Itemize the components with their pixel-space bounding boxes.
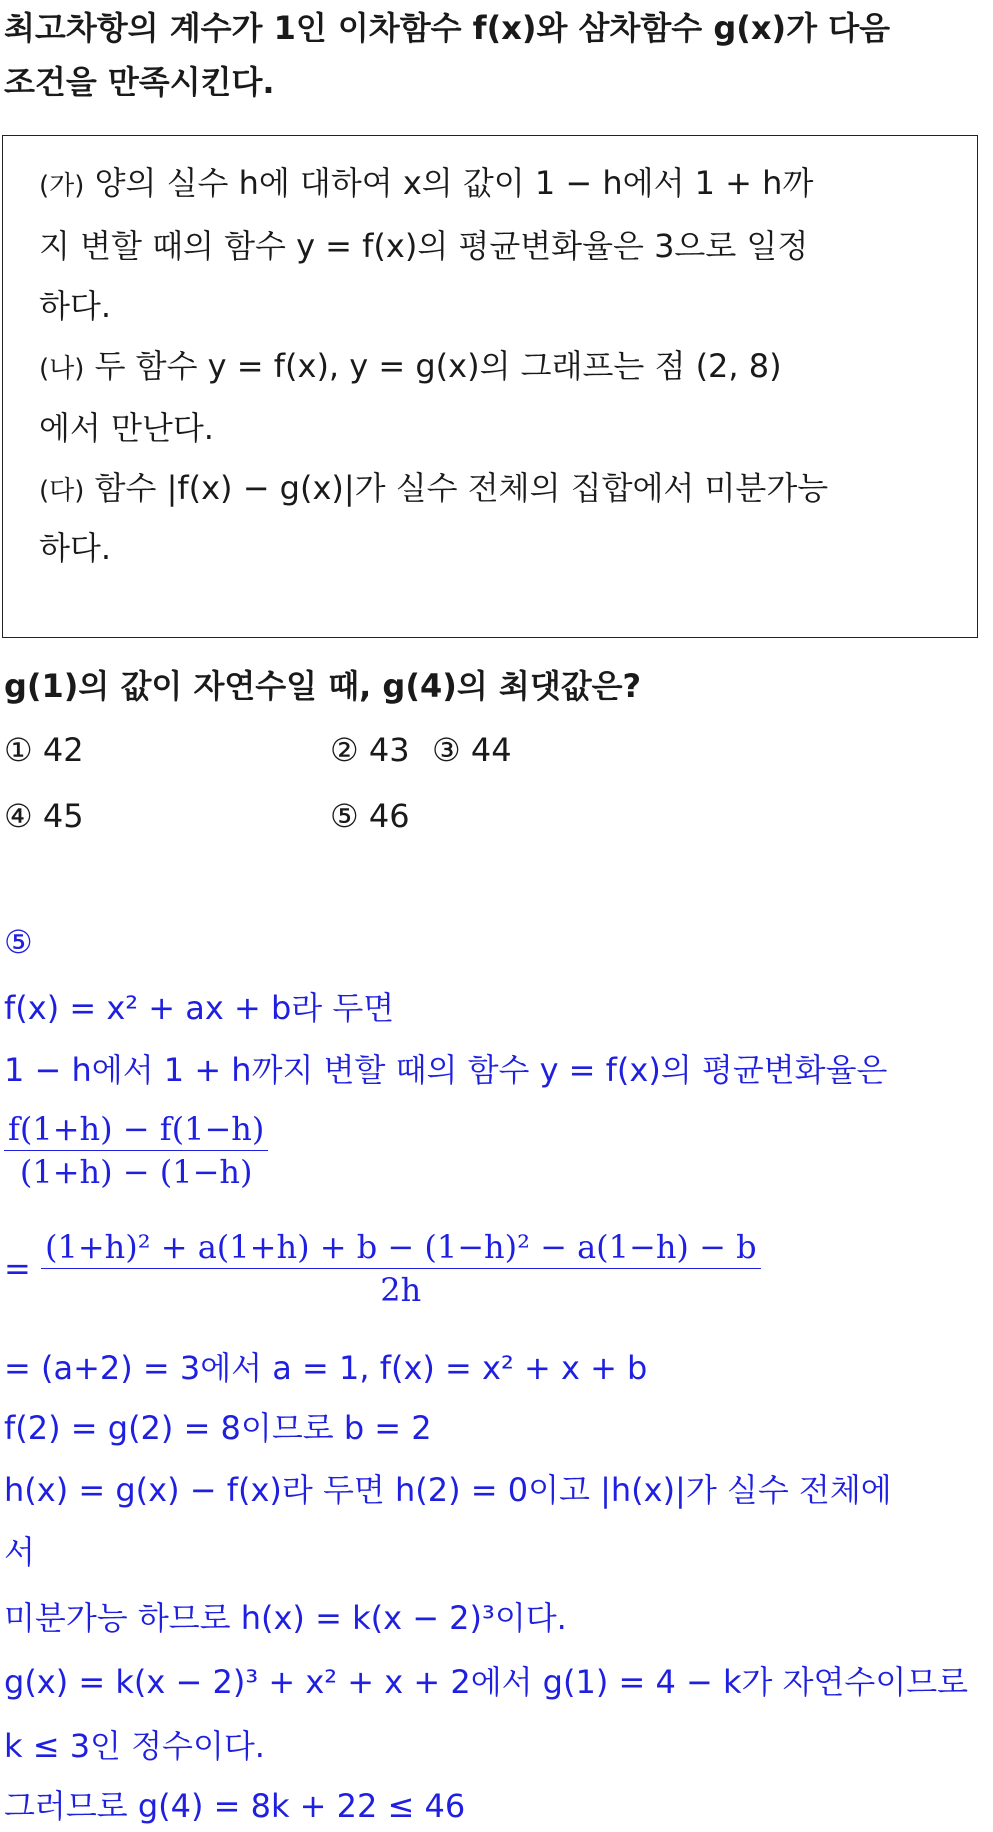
condition-a-label: (가) [39,171,85,201]
fraction-2-prefix: = [4,1249,31,1288]
question-intro-line1: 최고차항의 계수가 1인 이차함수 f(x)와 삼차함수 g(x)가 다음 [4,9,891,47]
condition-c-text1: 함수 |f(x) − g(x)|가 실수 전체의 집합에서 미분가능 [94,469,829,507]
solution-step-9: k ≤ 3인 정수이다. [4,1727,265,1765]
choice-4[interactable]: ④ 45 [4,797,84,835]
solution-step-7: 미분가능 하므로 h(x) = k(x − 2)³이다. [4,1599,567,1637]
condition-a-line3: 하다. [39,287,111,325]
condition-a-line1 [39,163,813,206]
choice-3[interactable]: ③ 44 [432,731,512,769]
solution-fraction-1 [4,1110,268,1191]
condition-b-text1: 두 함수 y = f(x), y = g(x)의 그래프는 점 (2, 8) [94,347,782,385]
solution-step-3: = (a+2) = 3에서 a = 1, f(x) = x² + x + b [4,1349,648,1387]
solution-answer: ⑤ [4,923,33,961]
condition-b-label: (나) [39,354,85,384]
solution-step-1: f(x) = x² + ax + b라 두면 [4,989,395,1027]
condition-c-line1 [39,468,828,511]
fraction-1-denominator: (1+h) − (1−h) [19,1153,253,1191]
choice-2[interactable]: ② 43 [330,731,410,769]
question-ask: g(1)의 값이 자연수일 때, g(4)의 최댓값은? [4,667,642,705]
fraction-2-denominator: 2h [380,1271,422,1309]
solution-step-10: 그러므로 g(4) = 8k + 22 ≤ 46 [4,1787,466,1825]
choice-5[interactable]: ⑤ 46 [330,797,410,835]
fraction-2-numerator: (1+h)² + a(1+h) + b − (1−h)² − a(1−h) − b [41,1228,761,1269]
solution-step-5: h(x) = g(x) − f(x)라 두면 h(2) = 0이고 |h(x)|가 실수 전체에 [4,1471,892,1509]
solution-fraction-2 [4,1228,761,1309]
solution-step-2: 1 − h에서 1 + h까지 변할 때의 함수 y = f(x)의 평균변화율은 [4,1051,888,1089]
conditions-box [2,135,978,638]
condition-b-line2: 에서 만난다. [39,409,214,447]
solution-step-4: f(2) = g(2) = 8이므로 b = 2 [4,1409,432,1447]
condition-c-label: (다) [39,476,85,506]
fraction-1-numerator: f(1+h) − f(1−h) [4,1110,268,1151]
condition-a-line2: 지 변할 때의 함수 y = f(x)의 평균변화율은 3으로 일정 [39,227,809,265]
solution-step-6: 서 [4,1533,35,1571]
solution-step-8: g(x) = k(x − 2)³ + x² + x + 2에서 g(1) = 4 − k가 자연수이므로 [4,1663,969,1701]
choice-1[interactable]: ① 42 [4,731,84,769]
question-intro-line2: 조건을 만족시킨다. [4,63,275,101]
condition-c-line2: 하다. [39,529,111,567]
condition-a-text1: 양의 실수 h에 대하여 x의 값이 1 − h에서 1 + h까 [94,164,814,202]
condition-b-line1 [39,346,782,389]
